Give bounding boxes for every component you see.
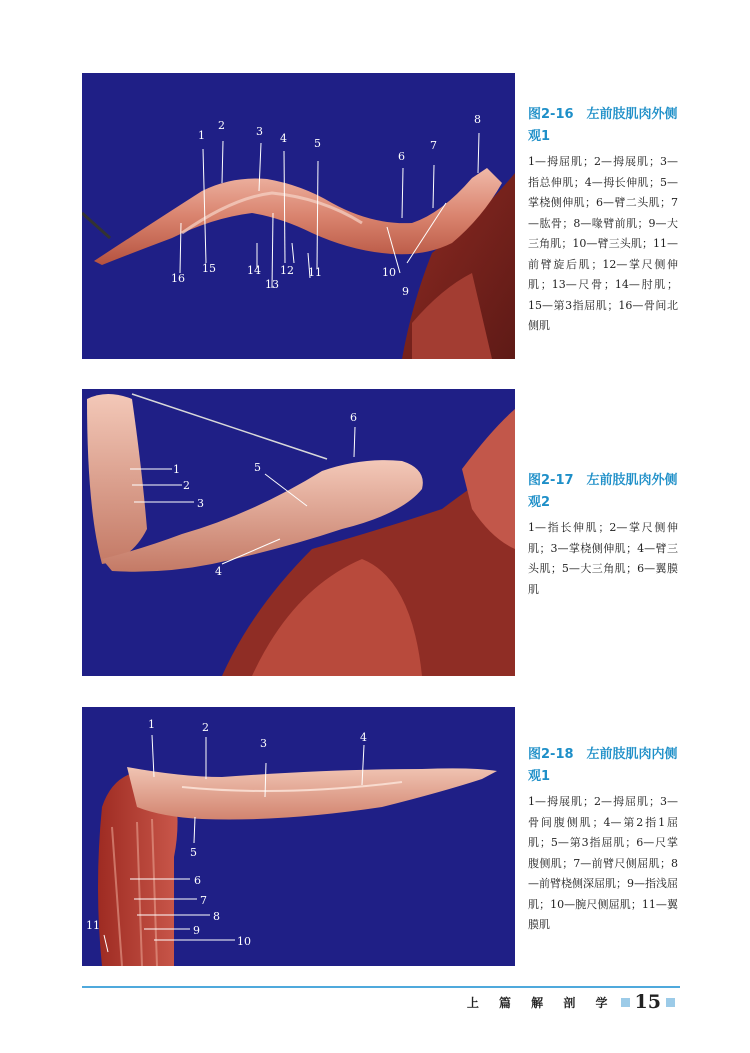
figure-2-17-label-4: 4 (215, 565, 222, 578)
figure-2-18-title: 图2-18 左前肢肌肉内侧观1 (528, 747, 678, 784)
figure-2-17-photo (82, 389, 515, 676)
figure-2-17-label-3: 3 (197, 497, 204, 510)
figure-2-18-legend: 1—拇展肌；2—拇屈肌；3—骨间腹侧肌；4—第2指1屈肌；5—第3指屈肌；6—尺掌腹侧肌；7—前臂尺侧屈肌；8—前臂桡侧深屈肌；9—指浅屈肌；10—腕尺侧屈肌；11—翼膜肌 (528, 795, 678, 931)
figure-2-16-label-15: 15 (202, 262, 216, 275)
footer-rule (82, 986, 680, 988)
figure-2-18-label-1: 1 (148, 718, 155, 731)
section-title: 上 篇 解 剖 学 (466, 995, 616, 1010)
figure-2-18-label-4: 4 (360, 731, 367, 744)
page-number: 15 (634, 991, 661, 1013)
figure-2-18-label-3: 3 (260, 737, 267, 750)
figure-2-16-label-5: 5 (314, 137, 321, 150)
figure-2-16-label-13: 13 (265, 278, 279, 291)
figure-2-17-legend: 1—指长伸肌；2—掌尺侧伸肌；3—掌桡侧伸肌；4—臂三头肌；5—大三角肌；6—翼膜肌 (528, 521, 678, 596)
figure-2-18-label-9: 9 (193, 924, 200, 937)
figure-2-16-label-4: 4 (280, 132, 287, 145)
figure-2-16-photo (82, 73, 515, 359)
figure-2-18-label-7: 7 (200, 894, 207, 907)
figure-2-16-label-1: 1 (198, 129, 205, 142)
figure-2-18-caption (528, 744, 678, 936)
figure-2-17-title: 图2-17 左前肢肌肉外侧观2 (528, 473, 678, 510)
figure-2-16-caption (528, 104, 678, 337)
figure-2-16-label-11: 11 (308, 266, 322, 279)
figure-2-16-label-14: 14 (247, 264, 261, 277)
page-footer (467, 991, 680, 1013)
figure-2-17-label-6: 6 (350, 411, 357, 424)
figure-2-18-label-2: 2 (202, 721, 209, 734)
figure-2-16-label-16: 16 (171, 272, 185, 285)
figure-2-16-legend: 1—拇屈肌；2—拇展肌；3—指总伸肌；4—拇长伸肌；5—掌桡侧伸肌；6—臂二头肌；7—肱骨；8—喙臂前肌；9—大三角肌；10—臂三头肌；11—前臂旋后肌；12—掌尺侧伸肌；13—尺骨；14—肘肌；15—第3指屈肌；16—骨间北侧肌 (528, 155, 678, 332)
figure-2-16-title: 图2-16 左前肢肌肉外侧观1 (528, 107, 678, 144)
figure-2-18-label-8: 8 (213, 910, 220, 923)
figure-2-16-label-9: 9 (402, 285, 409, 298)
figure-2-16-label-8: 8 (474, 113, 481, 126)
figure-2-17-label-2: 2 (183, 479, 190, 492)
figure-2-16-label-3: 3 (256, 125, 263, 138)
figure-2-18-label-5: 5 (190, 846, 197, 859)
figure-2-16-label-6: 6 (398, 150, 405, 163)
figure-2-17-label-1: 1 (173, 463, 180, 476)
figure-2-18-label-10: 10 (237, 935, 251, 948)
figure-2-18-photo (82, 707, 515, 966)
footer-square-right (666, 998, 675, 1007)
figure-2-16-label-10: 10 (382, 266, 396, 279)
figure-2-16-label-2: 2 (218, 119, 225, 132)
figure-2-17-label-5: 5 (254, 461, 261, 474)
figure-2-17-caption (528, 470, 678, 600)
figure-2-18-label-11: 11 (86, 919, 100, 932)
figure-2-16-label-12: 12 (280, 264, 294, 277)
figure-2-16-label-7: 7 (430, 139, 437, 152)
figure-2-18-label-6: 6 (194, 874, 201, 887)
footer-square-left (621, 998, 630, 1007)
